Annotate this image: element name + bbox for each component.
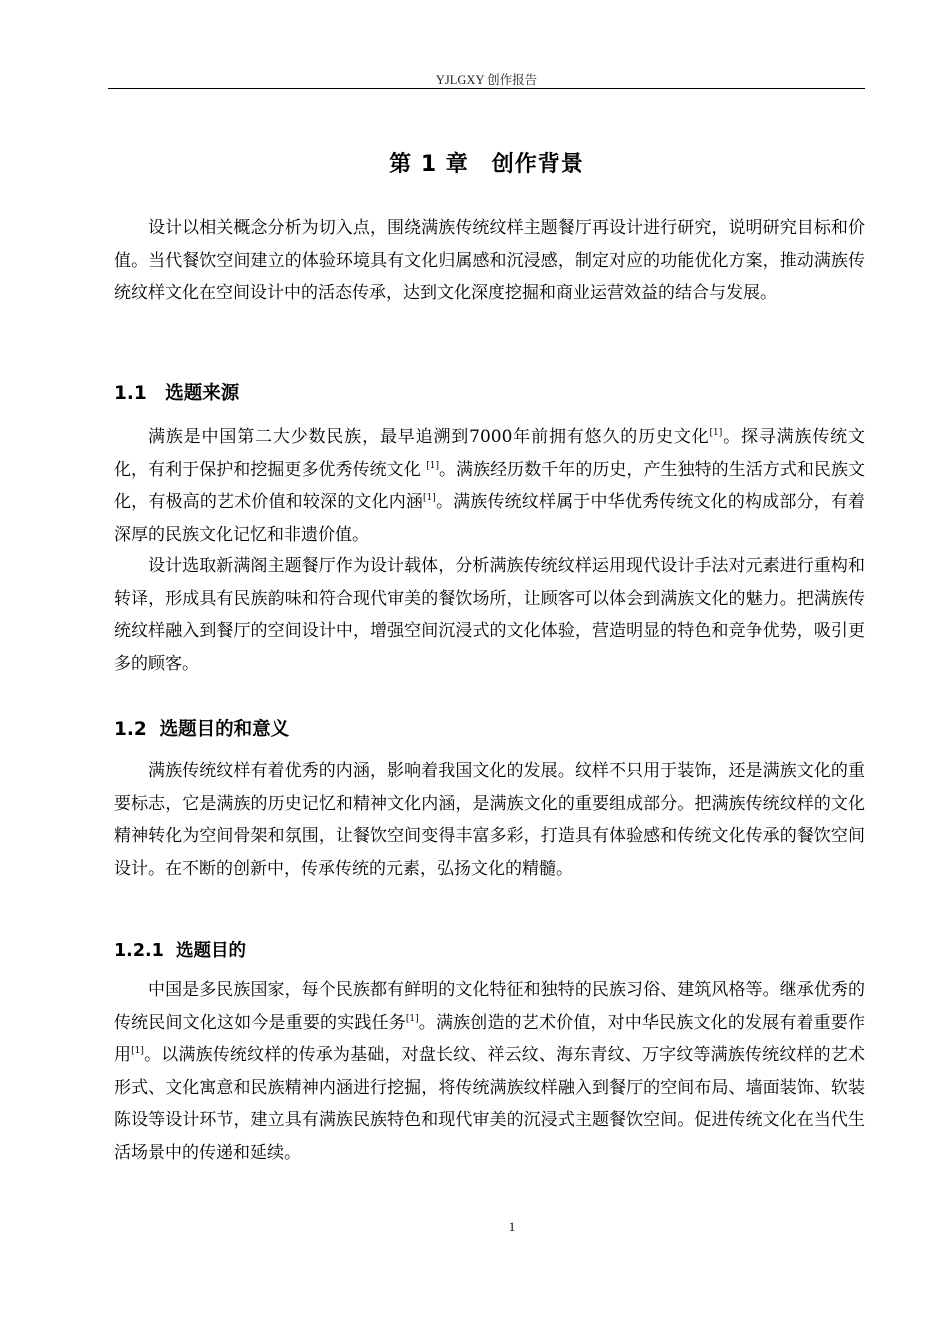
header-rule: [108, 88, 865, 89]
section-1-1-paragraph-2: 设计选取新满阁主题餐厅作为设计载体，分析满族传统纹样运用现代设计手法对元素进行重构和转译，形成具有民族韵味和符合现代审美的餐饮场所，让顾客可以体会到满族文化的魅力。把满族传统纹样融入到餐厅的空间设计中，增强空间沉浸式的文化体验，营造明显的特色和竞争优势，吸引更多的顾客。: [114, 556, 865, 674]
intro-paragraph: 设计以相关概念分析为切入点，围绕满族传统纹样主题餐厅再设计进行研究，说明研究目标和价值。当代餐饮空间建立的体验环境具有文化归属感和沉浸感，制定对应的功能优化方案，推动满族传统纹样文化在空间设计中的活态传承，达到文化深度挖掘和商业运营效益的结合与发展。: [114, 218, 865, 303]
citation-ref: [1]: [405, 1013, 419, 1024]
text-run: 。满族创造的艺术价值，对中华民族文化的发展有着重要作用: [114, 1012, 866, 1065]
citation-ref: [1]: [709, 428, 723, 438]
chapter-title: 第 1 章 创作背景: [389, 152, 584, 177]
section-heading-1-1: 1.1 选题来源: [114, 383, 240, 404]
page-number: 1: [508, 1220, 516, 1234]
section-1-1-paragraph-1: [114, 421, 865, 551]
page-header: YJLGXY 创作报告: [435, 73, 538, 87]
text-run: 。满族传统纹样属于中华优秀传统文化的构成部分，有着深厚的民族文化记忆和非遗价值。: [114, 492, 866, 545]
text-run: 中国是多民族国家，每个民族都有鲜明的文化特征和独特的民族习俗、建筑风格等。继承优秀的传统民间文化这如今是重要的实践任务: [114, 980, 865, 1033]
section-1-2-1-paragraph-1: [114, 974, 865, 1169]
text-run: 。以满族传统纹样的传承为基础，对盘长纹、祥云纹、海东青纹、万字纹等满族传统纹样的艺术形式、文化寓意和民族精神内涵进行挖掘，将传统满族纹样融入到餐厅的空间布局、墙面装饰、软装陈设等设计环节，建立具有满族民族特色和现代审美的沉浸式主题餐饮空间。促进传统文化在当代生活场景中的传递和延续。: [114, 1045, 866, 1163]
section-heading-1-2: 1.2 选题目的和意义: [114, 719, 290, 740]
text-run: 。满族经历数千年的历史，产生独特的生活方式和民族文化，有极高的艺术价值和较深的文化内涵: [114, 459, 865, 512]
citation-ref: [1]: [426, 460, 439, 471]
citation-ref: [1]: [131, 1046, 144, 1056]
section-1-2-paragraph-1: 满族传统纹样有着优秀的内涵，影响着我国文化的发展。纹样不只用于装饰，还是满族文化的重要标志，它是满族的历史记忆和精神文化内涵，是满族文化的重要组成部分。把满族传统纹样的文化精神转化为空间骨架和氛围，让餐饮空间变得丰富多彩，打造具有体验感和传统文化传承的餐饮空间设计。在不断的创新中，传承传统的元素，弘扬文化的精髓。: [114, 761, 865, 879]
text-run: 满族是中国第二大少数民族，最早追溯到7000年前拥有悠久的历史文化: [148, 427, 710, 447]
section-heading-1-2-1: 1.2.1 选题目的: [114, 941, 247, 961]
text-run: 。探寻满族传统文化，有利于保护和挖掘更多优秀传统文化: [114, 427, 865, 480]
citation-ref: [1]: [423, 493, 436, 503]
